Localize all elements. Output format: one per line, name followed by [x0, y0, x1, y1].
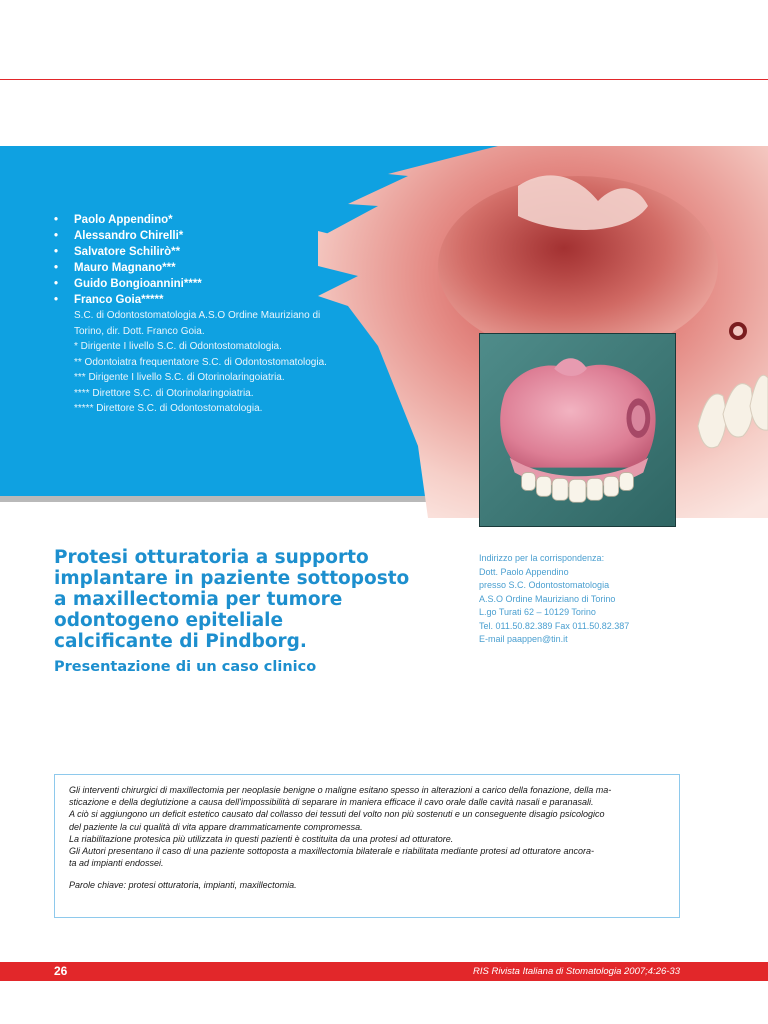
affiliation-line: ***** Direttore S.C. di Odontostomatologia.	[74, 403, 263, 414]
author-name: Guido Bongioannini****	[74, 278, 202, 290]
abstract-box	[54, 774, 680, 918]
author-name: Salvatore Schilirò**	[74, 246, 181, 258]
affiliations	[54, 308, 384, 417]
affiliation-line: Torino, dir. Dott. Franco Goia.	[74, 325, 205, 337]
correspondence-line: presso S.C. Odontostomatologia	[479, 580, 610, 590]
page-number: 26	[54, 964, 68, 978]
title-line: a maxillectomia per tumore	[54, 589, 343, 610]
bullet-icon: •	[54, 278, 59, 290]
author-name: Mauro Magnano***	[74, 262, 176, 274]
correspondence-line: A.S.O Ordine Mauriziano di Torino	[479, 593, 616, 604]
article-title	[54, 547, 474, 652]
author-item	[54, 276, 384, 292]
abstract-line: Gli interventi chirurgici di maxillectomia per neoplasie benigne o maligne esitano spesso in alterazioni a carico della fonazione, della ma-	[69, 785, 612, 795]
title-line: implantare in paziente sottoposto	[54, 568, 410, 589]
abstract-line: A ciò si aggiungono un deficit estetico causato dal collasso dei tessuti del volto non più sostenuti e un conseguente disagio psicologico	[69, 809, 605, 820]
keywords: Parole chiave: protesi otturatoria, impianti, maxillectomia.	[69, 880, 297, 891]
author-item	[54, 260, 384, 276]
affiliation-line: ** Odontoiatra frequentatore S.C. di Odontostomatologia.	[74, 356, 327, 368]
abstract-line: La riabilitazione protesica più utilizzata in questi pazienti è costituita da una protesi ad otturatore.	[69, 833, 454, 844]
correspondence-line: Indirizzo per la corrispondenza:	[479, 553, 605, 563]
abstract-line: ta ad impianti endossei.	[69, 858, 164, 869]
correspondence-line: Tel. 011.50.82.389 Fax 011.50.82.387	[479, 620, 630, 631]
bullet-icon: •	[54, 262, 59, 274]
spacer	[69, 869, 665, 879]
author-item	[54, 244, 384, 260]
bullet-icon: •	[54, 246, 59, 258]
abstract-line: Gli Autori presentano il caso di una paziente sottoposta a maxillectomia bilaterale e riabilitata mediante protesi ad otturatore ancora-	[69, 846, 594, 857]
title-line: Protesi otturatoria a supporto	[54, 547, 369, 568]
correspondence-line: L.go Turati 62 – 10129 Torino	[479, 607, 596, 617]
journal-citation: RIS Rivista Italiana di Stomatologia 2007;4:26-33	[472, 966, 680, 977]
prosthesis-photo	[479, 333, 676, 527]
affiliation-line: S.C. di Odontostomatologia A.S.O Ordine Mauriziano di	[74, 310, 321, 321]
affiliation-line: * Dirigente I livello S.C. di Odontostomatologia.	[74, 341, 282, 352]
header-rule	[0, 79, 768, 80]
author-name: Paolo Appendino*	[74, 214, 173, 226]
bullet-icon: •	[54, 294, 59, 306]
bullet-icon: •	[54, 230, 59, 242]
author-name: Franco Goia*****	[74, 294, 164, 306]
author-item	[54, 228, 384, 244]
author-item	[54, 212, 384, 228]
article-subtitle: Presentazione di un caso clinico	[54, 659, 317, 675]
title-line: calcificante di Pindborg.	[54, 631, 307, 652]
title-line: odontogeno epiteliale	[54, 610, 284, 631]
affiliation-line: **** Direttore S.C. di Otorinolaringoiatria.	[74, 387, 254, 399]
author-item	[54, 292, 384, 308]
correspondence-block	[479, 552, 719, 647]
abstract-line: sticazione e della deglutizione a causa dell'impossibilità di separare in maniera efficace il cavo orale dalle cavità nasali e paranasali.	[69, 797, 594, 808]
author-block	[54, 212, 384, 417]
affiliation-line: *** Dirigente I livello S.C. di Otorinolaringoiatria.	[74, 372, 285, 383]
footer-bar	[0, 962, 768, 981]
email-link[interactable]: E-mail paappen@tin.it	[479, 634, 568, 644]
correspondence-line: Dott. Paolo Appendino	[479, 566, 569, 577]
bullet-icon: •	[54, 214, 59, 226]
abstract-line: del paziente la cui qualità di vita appare drammaticamente compromessa.	[69, 821, 363, 832]
author-list	[54, 212, 384, 308]
author-name: Alessandro Chirelli*	[74, 230, 184, 242]
